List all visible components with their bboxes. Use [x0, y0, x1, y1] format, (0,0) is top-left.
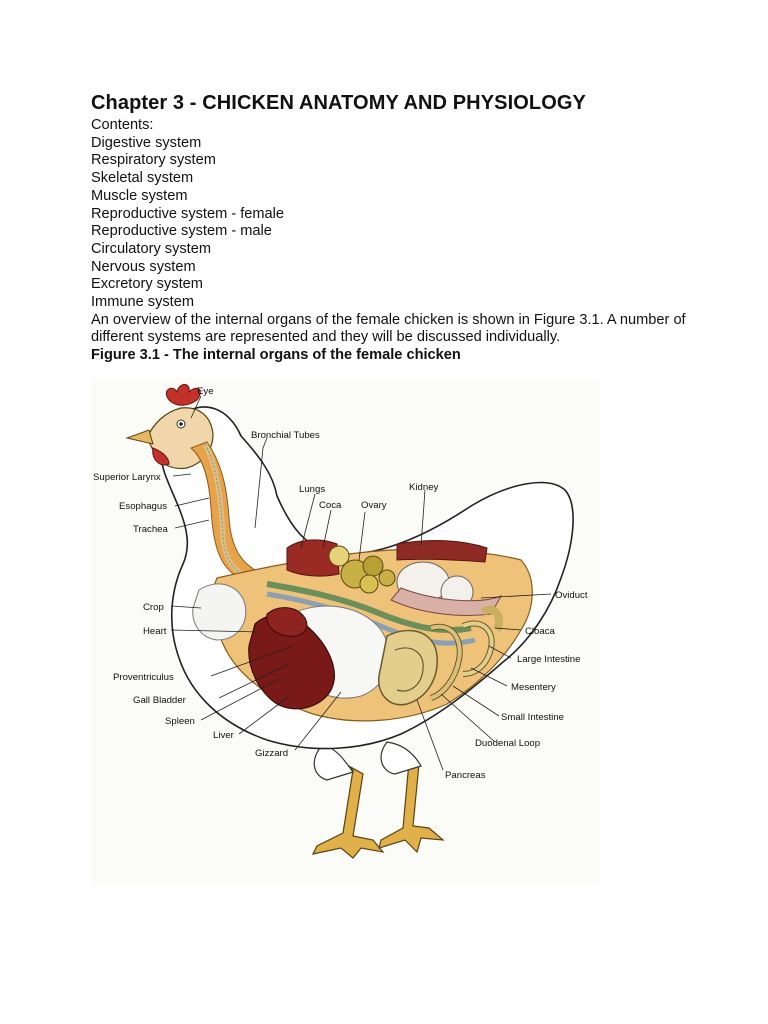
label-lungs: Lungs — [299, 484, 326, 495]
label-ovary: Ovary — [361, 500, 387, 511]
label-small-intestine: Small Intestine — [501, 712, 564, 723]
label-esophagus: Esophagus — [119, 501, 168, 512]
contents-item: Circulatory system — [91, 240, 212, 257]
contents-item: Muscle system — [91, 187, 188, 204]
label-liver: Liver — [213, 730, 234, 741]
label-oviduct: Oviduct — [555, 590, 588, 601]
document-body — [91, 117, 691, 365]
label-cloaca: Cloaca — [525, 626, 555, 637]
label-duodenal-loop: Duodenal Loop — [475, 738, 541, 749]
contents-item: Excretory system — [91, 276, 203, 293]
contents-item: Reproductive system - male — [91, 223, 272, 240]
label-eye: Eye — [197, 386, 214, 397]
label-large-intestine: Large Intestine — [517, 654, 581, 665]
label-crop: Crop — [143, 602, 164, 613]
chapter-title: Chapter 3 - CHICKEN ANATOMY AND PHYSIOLOGY — [91, 92, 586, 114]
label-mesentery: Mesentery — [511, 682, 556, 693]
label-gall-bladder: Gall Bladder — [133, 695, 186, 706]
contents-heading: Contents: — [91, 117, 154, 133]
label-heart: Heart — [143, 626, 167, 637]
label-bronchial-tubes: Bronchial Tubes — [251, 430, 320, 441]
label-pancreas: Pancreas — [445, 770, 486, 781]
overview-paragraph: An overview of the internal organs of the female chicken is shown in Figure 3.1. A number of different systems are represented and they will be discussed individually. — [91, 311, 686, 346]
contents-item: Respiratory system — [91, 152, 216, 169]
label-superior-larynx: Superior Larynx — [93, 472, 161, 483]
contents-item: Reproductive system - female — [91, 205, 285, 222]
figure-caption: Figure 3.1 - The internal organs of the female chicken — [91, 347, 461, 364]
label-coca: Coca — [319, 500, 342, 511]
label-trachea: Trachea — [133, 524, 168, 535]
label-kidney: Kidney — [409, 482, 439, 493]
contents-item: Immune system — [91, 294, 194, 311]
contents-item: Skeletal system — [91, 170, 194, 187]
contents-item: Digestive system — [91, 134, 202, 151]
chicken-anatomy-illustration — [91, 378, 601, 886]
label-gizzard: Gizzard — [255, 748, 289, 759]
chicken-anatomy-figure — [91, 378, 601, 886]
contents-item: Nervous system — [91, 258, 196, 275]
label-spleen: Spleen — [165, 716, 195, 727]
label-proventriculus: Proventriculus — [113, 672, 174, 683]
